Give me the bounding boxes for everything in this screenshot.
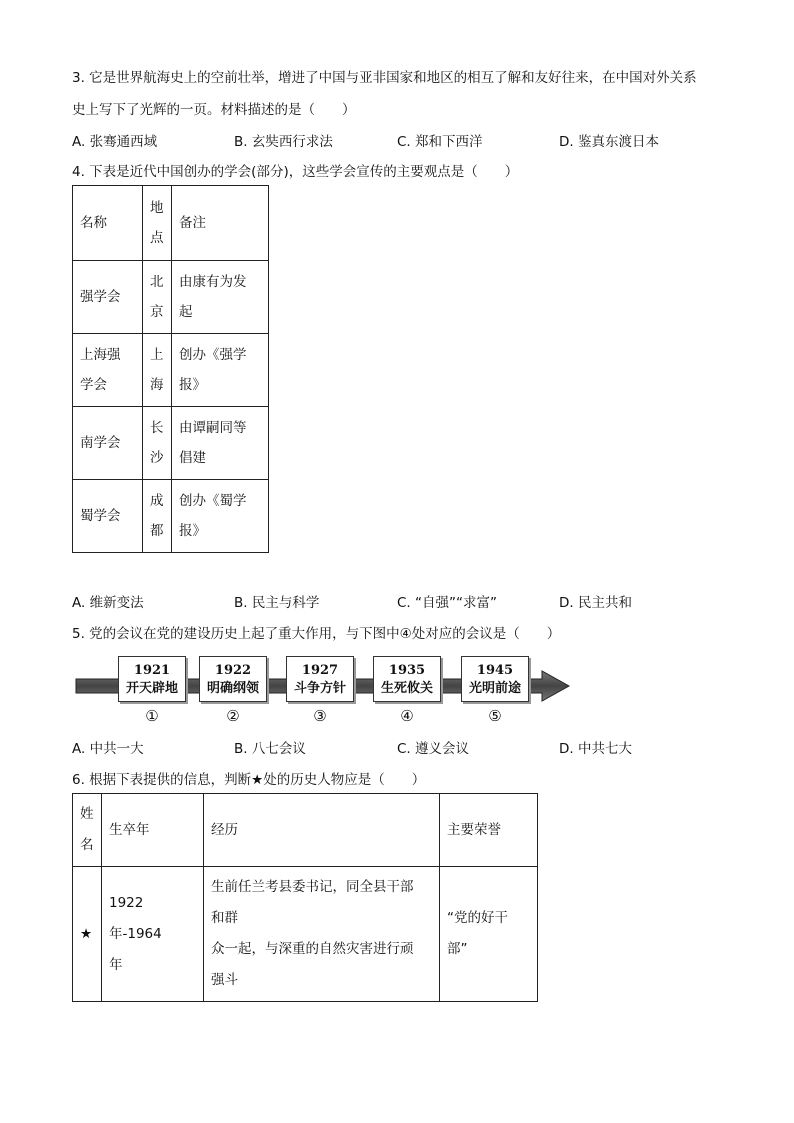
timeline-label: 明确纲领 xyxy=(206,681,259,696)
table-header-cell: 生卒年 xyxy=(102,794,204,867)
timeline-year: 1945 xyxy=(476,663,514,678)
star-icon: ★ xyxy=(80,925,93,942)
timeline-box-1 xyxy=(118,656,186,702)
table-row xyxy=(73,480,269,553)
q3-options xyxy=(72,130,722,150)
table-header-row xyxy=(73,794,538,867)
q3-stem-line1: 3. 它是世界航海史上的空前壮举，增进了中国与亚非国家和地区的相互了解和友好往来，在中国对外关系 xyxy=(72,70,697,86)
q6-stem: 6. 根据下表提供的信息，判断★处的历史人物应是（ ） xyxy=(72,772,426,788)
table-cell: 创办《蜀学 报》 xyxy=(172,480,269,553)
table-header-cell: 姓 名 xyxy=(73,794,102,867)
table-cell: 生前任兰考县委书记，同全县干部 和群 众一起，与深重的自然灾害进行顽 强斗 xyxy=(204,867,440,1002)
timeline-box-3 xyxy=(286,656,354,702)
table-cell: 成 都 xyxy=(143,480,172,553)
table-cell: 强学会 xyxy=(73,261,143,334)
q5-stem: 5. 党的会议在党的建设历史上起了重大作用，与下图中④处对应的会议是（ ） xyxy=(72,626,561,642)
table-header-cell: 主要荣誉 xyxy=(440,794,538,867)
table-cell: 由谭嗣同等 倡建 xyxy=(172,407,269,480)
table-cell: 长 沙 xyxy=(143,407,172,480)
table-cell xyxy=(73,867,102,1002)
q4-option-b[interactable]: B. 民主与科学 xyxy=(234,595,320,611)
q4-option-a[interactable]: A. 维新变法 xyxy=(72,595,144,611)
q5-option-c[interactable]: C. 遵义会议 xyxy=(397,741,470,757)
q5-options xyxy=(72,737,722,757)
timeline-label: 光明前途 xyxy=(468,681,521,696)
table-cell: 创办《强学 报》 xyxy=(172,334,269,407)
timeline-mark: ③ xyxy=(313,707,327,725)
table-cell: 1922 年-1964 年 xyxy=(102,867,204,1002)
q4-options xyxy=(72,591,722,611)
timeline-box-5 xyxy=(461,656,529,702)
timeline-year: 1922 xyxy=(214,663,252,678)
q4-stem: 4. 下表是近代中国创办的学会(部分)，这些学会宣传的主要观点是（ ） xyxy=(72,164,519,180)
timeline-label: 生死攸关 xyxy=(380,681,433,696)
table-header-cell: 名称 xyxy=(73,186,143,261)
table-cell: 北 京 xyxy=(143,261,172,334)
table-header-cell: 地 点 xyxy=(143,186,172,261)
timeline-year: 1921 xyxy=(133,663,171,678)
table-cell: “党的好干 部” xyxy=(440,867,538,1002)
table-row xyxy=(73,867,538,1002)
q3-option-a[interactable]: A. 张骞通西域 xyxy=(72,134,158,150)
timeline-label: 开天辟地 xyxy=(125,681,178,696)
table-row xyxy=(73,334,269,407)
q3-stem-line2: 史上写下了光辉的一页。材料描述的是（ ） xyxy=(72,102,356,118)
party-timeline xyxy=(72,652,572,732)
timeline-year: 1927 xyxy=(301,663,339,678)
table-header-cell: 备注 xyxy=(172,186,269,261)
timeline-label: 斗争方针 xyxy=(293,681,346,696)
table-cell: 南学会 xyxy=(73,407,143,480)
q4-option-c[interactable]: C. “自强”“求富” xyxy=(397,595,497,611)
q3-option-b[interactable]: B. 玄奘西行求法 xyxy=(234,134,333,150)
table-cell: 蜀学会 xyxy=(73,480,143,553)
timeline-mark: ⑤ xyxy=(488,707,502,725)
timeline-mark: ① xyxy=(145,707,159,725)
timeline-box-2 xyxy=(199,656,267,702)
table-row xyxy=(73,261,269,334)
table-header-row xyxy=(73,186,269,261)
table-cell: 上 海 xyxy=(143,334,172,407)
table-cell: 由康有为发 起 xyxy=(172,261,269,334)
table-row xyxy=(73,407,269,480)
q5-option-d[interactable]: D. 中共七大 xyxy=(559,741,632,757)
q3-option-d[interactable]: D. 鉴真东渡日本 xyxy=(559,134,659,150)
q4-table xyxy=(72,185,269,553)
q5-option-b[interactable]: B. 八七会议 xyxy=(234,741,306,757)
timeline-mark: ② xyxy=(226,707,240,725)
q3-option-c[interactable]: C. 郑和下西洋 xyxy=(397,134,483,150)
timeline-year: 1935 xyxy=(388,663,426,678)
q6-table xyxy=(72,793,538,1002)
q5-option-a[interactable]: A. 中共一大 xyxy=(72,741,144,757)
timeline-mark: ④ xyxy=(400,707,414,725)
table-header-cell: 经历 xyxy=(204,794,440,867)
table-cell: 上海强 学会 xyxy=(73,334,143,407)
timeline-box-4 xyxy=(373,656,441,702)
q4-option-d[interactable]: D. 民主共和 xyxy=(559,595,632,611)
